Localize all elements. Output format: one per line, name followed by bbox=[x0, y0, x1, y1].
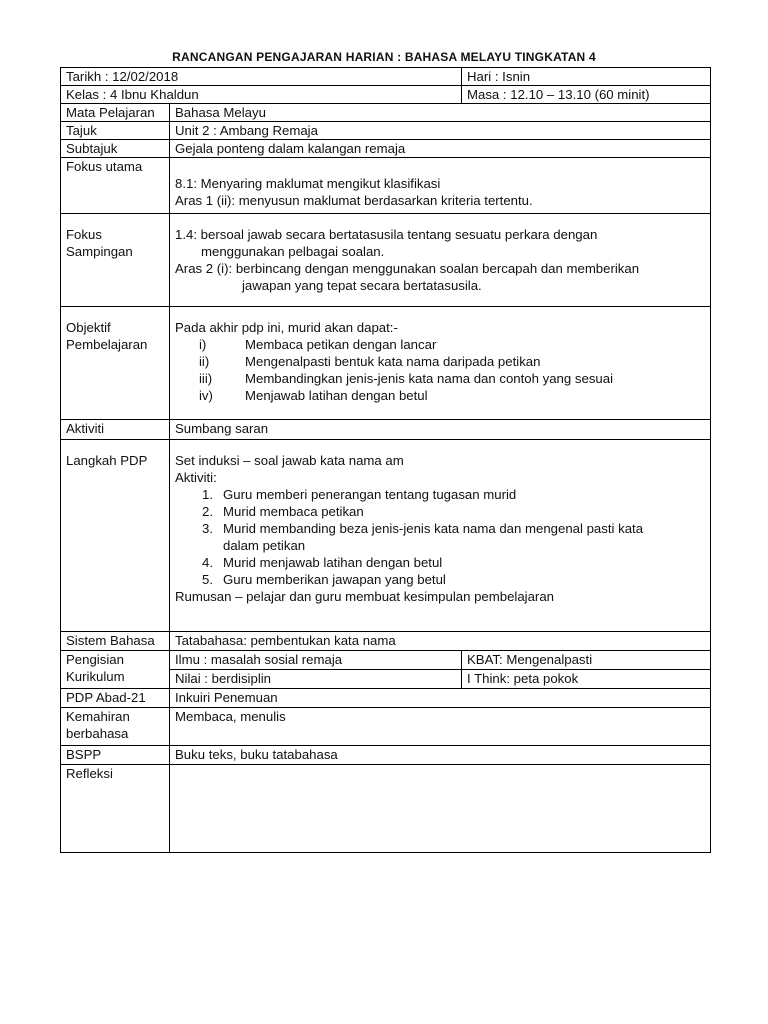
tarikh-cell: Tarikh : 12/02/2018 bbox=[61, 68, 462, 86]
sistem-bahasa-value: Tatabahasa: pembentukan kata nama bbox=[170, 632, 711, 651]
subtajuk-label: Subtajuk bbox=[61, 140, 170, 158]
langkah-step bbox=[175, 503, 706, 520]
fokus-utama-label: Fokus utama bbox=[61, 158, 170, 214]
fokus-sampingan-line-2: Aras 2 (i): berbincang dengan menggunakan soalan bercapah dan memberikan bbox=[175, 261, 640, 276]
nilai-cell: Nilai : berdisiplin bbox=[170, 670, 462, 689]
langkah-step-3-continuation: dalam petikan bbox=[223, 538, 306, 553]
subtajuk-value: Gejala ponteng dalam kalangan remaja bbox=[170, 140, 711, 158]
kemahiran-label bbox=[61, 708, 170, 746]
row-objektif bbox=[61, 307, 711, 420]
aktiviti-heading: Aktiviti: bbox=[175, 470, 217, 485]
refleksi-value[interactable] bbox=[170, 765, 711, 853]
row-fokus-sampingan bbox=[61, 214, 711, 307]
hari-cell: Hari : Isnin bbox=[462, 68, 711, 86]
objektif-item-num: iii) bbox=[199, 371, 213, 386]
fokus-utama-line-2: Aras 1 (ii): menyusun maklumat berdasarkan kriteria tertentu. bbox=[175, 193, 533, 208]
objektif-label bbox=[61, 307, 170, 420]
objektif-item-text: Mengenalpasti bentuk kata nama daripada petikan bbox=[245, 354, 541, 369]
langkah-value bbox=[170, 440, 711, 632]
bspp-value: Buku teks, buku tatabahasa bbox=[170, 746, 711, 765]
langkah-step-num: 2. bbox=[202, 504, 213, 519]
kbat-cell: KBAT: Mengenalpasti bbox=[462, 651, 711, 670]
objektif-item bbox=[175, 387, 706, 404]
langkah-step-text: Murid membanding beza jenis-jenis kata nama dan mengenal pasti kata bbox=[223, 521, 644, 536]
row-tarikh-hari bbox=[61, 68, 711, 86]
bspp-label: BSPP bbox=[61, 746, 170, 765]
ithink-cell: I Think: peta pokok bbox=[462, 670, 711, 689]
row-pengisian-1 bbox=[61, 651, 711, 670]
objektif-item-num: ii) bbox=[199, 354, 210, 369]
document-title: RANCANGAN PENGAJARAN HARIAN : BAHASA MELAYU TINGKATAN 4 bbox=[172, 50, 596, 64]
langkah-step-text: Murid menjawab latihan dengan betul bbox=[223, 555, 443, 570]
sistem-bahasa-label: Sistem Bahasa bbox=[61, 632, 170, 651]
langkah-step bbox=[175, 571, 706, 588]
refleksi-label: Refleksi bbox=[61, 765, 170, 853]
tajuk-value: Unit 2 : Ambang Remaja bbox=[170, 122, 711, 140]
ilmu-cell: Ilmu : masalah sosial remaja bbox=[170, 651, 462, 670]
objektif-item bbox=[175, 353, 706, 370]
mata-pelajaran-value: Bahasa Melayu bbox=[170, 104, 711, 122]
langkah-step-num: 3. bbox=[202, 521, 213, 536]
langkah-step-text: Guru memberikan jawapan yang betul bbox=[223, 572, 446, 587]
rumusan: Rumusan – pelajar dan guru membuat kesimpulan pembelajaran bbox=[175, 589, 554, 604]
fokus-sampingan-line-2b: jawapan yang tepat secara bertatasusila. bbox=[242, 278, 482, 293]
pdp-abad-value: Inkuiri Penemuan bbox=[170, 689, 711, 708]
langkah-label: Langkah PDP bbox=[61, 440, 170, 632]
row-kemahiran bbox=[61, 708, 711, 746]
pengisian-label-2: Kurikulum bbox=[66, 669, 125, 684]
row-langkah-pdp bbox=[61, 440, 711, 632]
fokus-utama-value bbox=[170, 158, 711, 214]
langkah-step bbox=[175, 520, 706, 537]
objektif-item-num: iv) bbox=[199, 388, 213, 403]
row-bspp bbox=[61, 746, 711, 765]
row-fokus-utama bbox=[61, 158, 711, 214]
row-pdp-abad bbox=[61, 689, 711, 708]
objektif-item bbox=[175, 336, 706, 353]
pengisian-label-1: Pengisian bbox=[66, 652, 124, 667]
aktiviti-label: Aktiviti bbox=[61, 420, 170, 440]
fokus-sampingan-line-1b: menggunakan pelbagai soalan. bbox=[201, 244, 385, 259]
langkah-step-text: Murid membaca petikan bbox=[223, 504, 364, 519]
row-aktiviti bbox=[61, 420, 711, 440]
tajuk-label: Tajuk bbox=[61, 122, 170, 140]
fokus-sampingan-label bbox=[61, 214, 170, 307]
row-sistem-bahasa bbox=[61, 632, 711, 651]
fokus-sampingan-label-1: Fokus bbox=[66, 227, 102, 242]
objektif-item-text: Membandingkan jenis-jenis kata nama dan contoh yang sesuai bbox=[245, 371, 614, 386]
langkah-step-num: 5. bbox=[202, 572, 213, 587]
langkah-step bbox=[175, 554, 706, 571]
objektif-value bbox=[170, 307, 711, 420]
fokus-utama-line-1: 8.1: Menyaring maklumat mengikut klasifikasi bbox=[175, 176, 441, 191]
kemahiran-label-2: berbahasa bbox=[66, 726, 129, 741]
objektif-intro: Pada akhir pdp ini, murid akan dapat:- bbox=[175, 320, 398, 335]
set-induksi: Set induksi – soal jawab kata nama am bbox=[175, 453, 404, 468]
lesson-plan-table bbox=[60, 67, 711, 853]
row-refleksi bbox=[61, 765, 711, 853]
kelas-cell: Kelas : 4 Ibnu Khaldun bbox=[61, 86, 462, 104]
row-kelas-masa bbox=[61, 86, 711, 104]
pengisian-label bbox=[61, 651, 170, 689]
objektif-item-num: i) bbox=[199, 337, 207, 352]
aktiviti-value: Sumbang saran bbox=[170, 420, 711, 440]
kemahiran-value: Membaca, menulis bbox=[170, 708, 711, 746]
objektif-item-text: Membaca petikan dengan lancar bbox=[245, 337, 437, 352]
objektif-label-2: Pembelajaran bbox=[66, 337, 148, 352]
masa-cell: Masa : 12.10 – 13.10 (60 minit) bbox=[462, 86, 711, 104]
objektif-item-text: Menjawab latihan dengan betul bbox=[245, 388, 428, 403]
langkah-step-text: Guru memberi penerangan tentang tugasan murid bbox=[223, 487, 517, 502]
mata-pelajaran-label: Mata Pelajaran bbox=[61, 104, 170, 122]
row-mata-pelajaran bbox=[61, 104, 711, 122]
fokus-sampingan-line-1: 1.4: bersoal jawab secara bertatasusila tentang sesuatu perkara dengan bbox=[175, 227, 598, 242]
objektif-item bbox=[175, 370, 706, 387]
row-subtajuk bbox=[61, 140, 711, 158]
fokus-sampingan-value bbox=[170, 214, 711, 307]
kemahiran-label-1: Kemahiran bbox=[66, 709, 130, 724]
pdp-abad-label: PDP Abad-21 bbox=[61, 689, 170, 708]
row-tajuk bbox=[61, 122, 711, 140]
fokus-sampingan-label-2: Sampingan bbox=[66, 244, 133, 259]
langkah-step-num: 4. bbox=[202, 555, 213, 570]
langkah-step-num: 1. bbox=[202, 487, 213, 502]
langkah-step bbox=[175, 486, 706, 503]
objektif-label-1: Objektif bbox=[66, 320, 111, 335]
